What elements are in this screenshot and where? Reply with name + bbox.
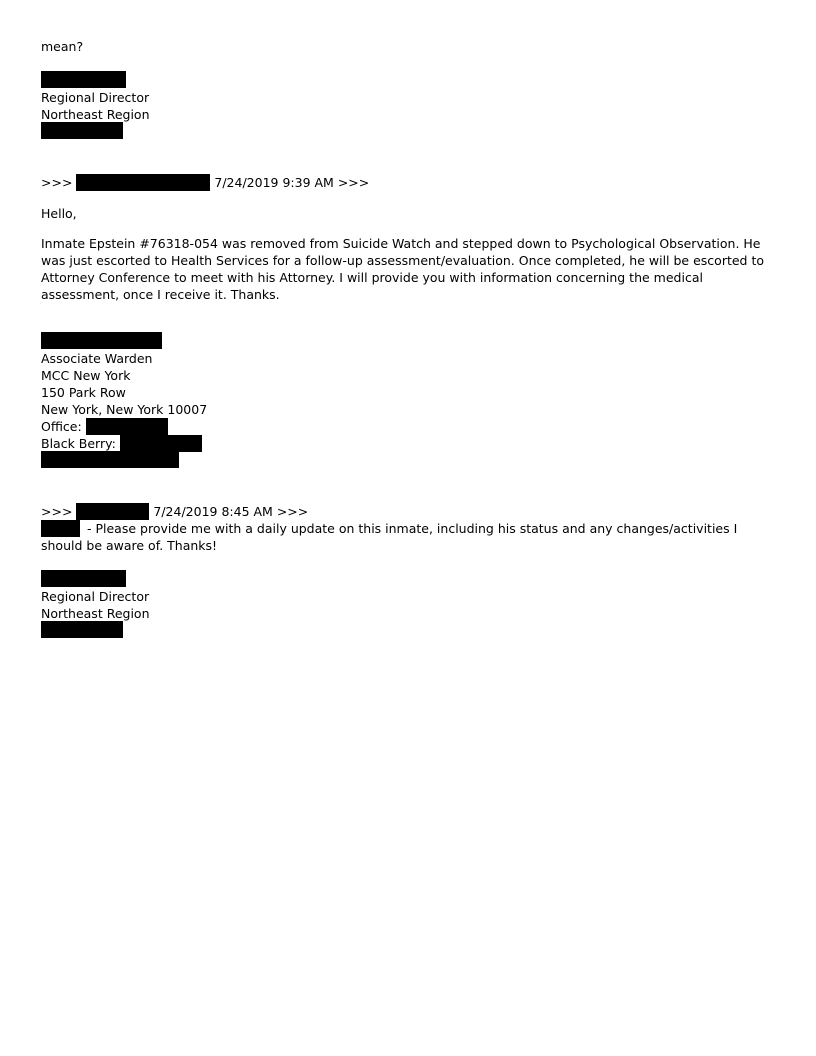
redacted-contact <box>41 122 123 139</box>
redacted-name <box>41 332 162 349</box>
sig2-blackberry <box>41 435 202 452</box>
email2-header <box>41 174 369 191</box>
email2-header-suffix: >>> <box>337 175 370 190</box>
email2-timestamp: 7/24/2019 9:39 AM <box>214 175 334 190</box>
sig2-street: 150 Park Row <box>41 385 126 400</box>
sig2-title: Associate Warden <box>41 351 153 366</box>
sig1-region: Northeast Region <box>41 107 150 122</box>
office-label: Office: <box>41 419 82 434</box>
redacted-office-number <box>86 418 168 435</box>
sig3-region: Northeast Region <box>41 606 150 621</box>
sig3-title: Regional Director <box>41 589 150 604</box>
email1-header-suffix: >>> <box>276 504 309 519</box>
sig2-office <box>41 418 168 435</box>
email1-timestamp: 7/24/2019 8:45 AM <box>153 504 273 519</box>
email1-header <box>41 503 308 520</box>
email2-greeting: Hello, <box>41 206 77 221</box>
redacted-sender <box>76 503 149 520</box>
redacted-sender <box>76 174 210 191</box>
email2-body: Inmate Epstein #76318-054 was removed from Suicide Watch and stepped down to Psychological Observation. He was just escorted to Health Services for a follow-up assessment/evaluation. Once completed, he will be escorted to Attorney Conference to meet with his Attorney. I will provide you with information concerning the medical assessment, once I receive it. Thanks. <box>41 236 765 302</box>
email2-header-prefix: >>> <box>41 175 73 190</box>
redacted-name <box>41 71 126 88</box>
email1-body <box>41 520 781 554</box>
sig1-title: Regional Director <box>41 90 150 105</box>
redacted-blackberry-number <box>120 435 202 452</box>
intro-fragment: mean? <box>41 39 84 54</box>
redacted-email <box>41 451 179 468</box>
redacted-recipient <box>41 520 80 537</box>
sig2-city: New York, New York 10007 <box>41 402 208 417</box>
sig2-org: MCC New York <box>41 368 131 383</box>
blackberry-label: Black Berry: <box>41 436 116 451</box>
redacted-contact <box>41 621 123 638</box>
email1-body-text: - Please provide me with a daily update on this inmate, including his status and any changes/activities I should be aware of. Thanks! <box>41 521 738 553</box>
email1-header-prefix: >>> <box>41 504 73 519</box>
redacted-name <box>41 570 126 587</box>
